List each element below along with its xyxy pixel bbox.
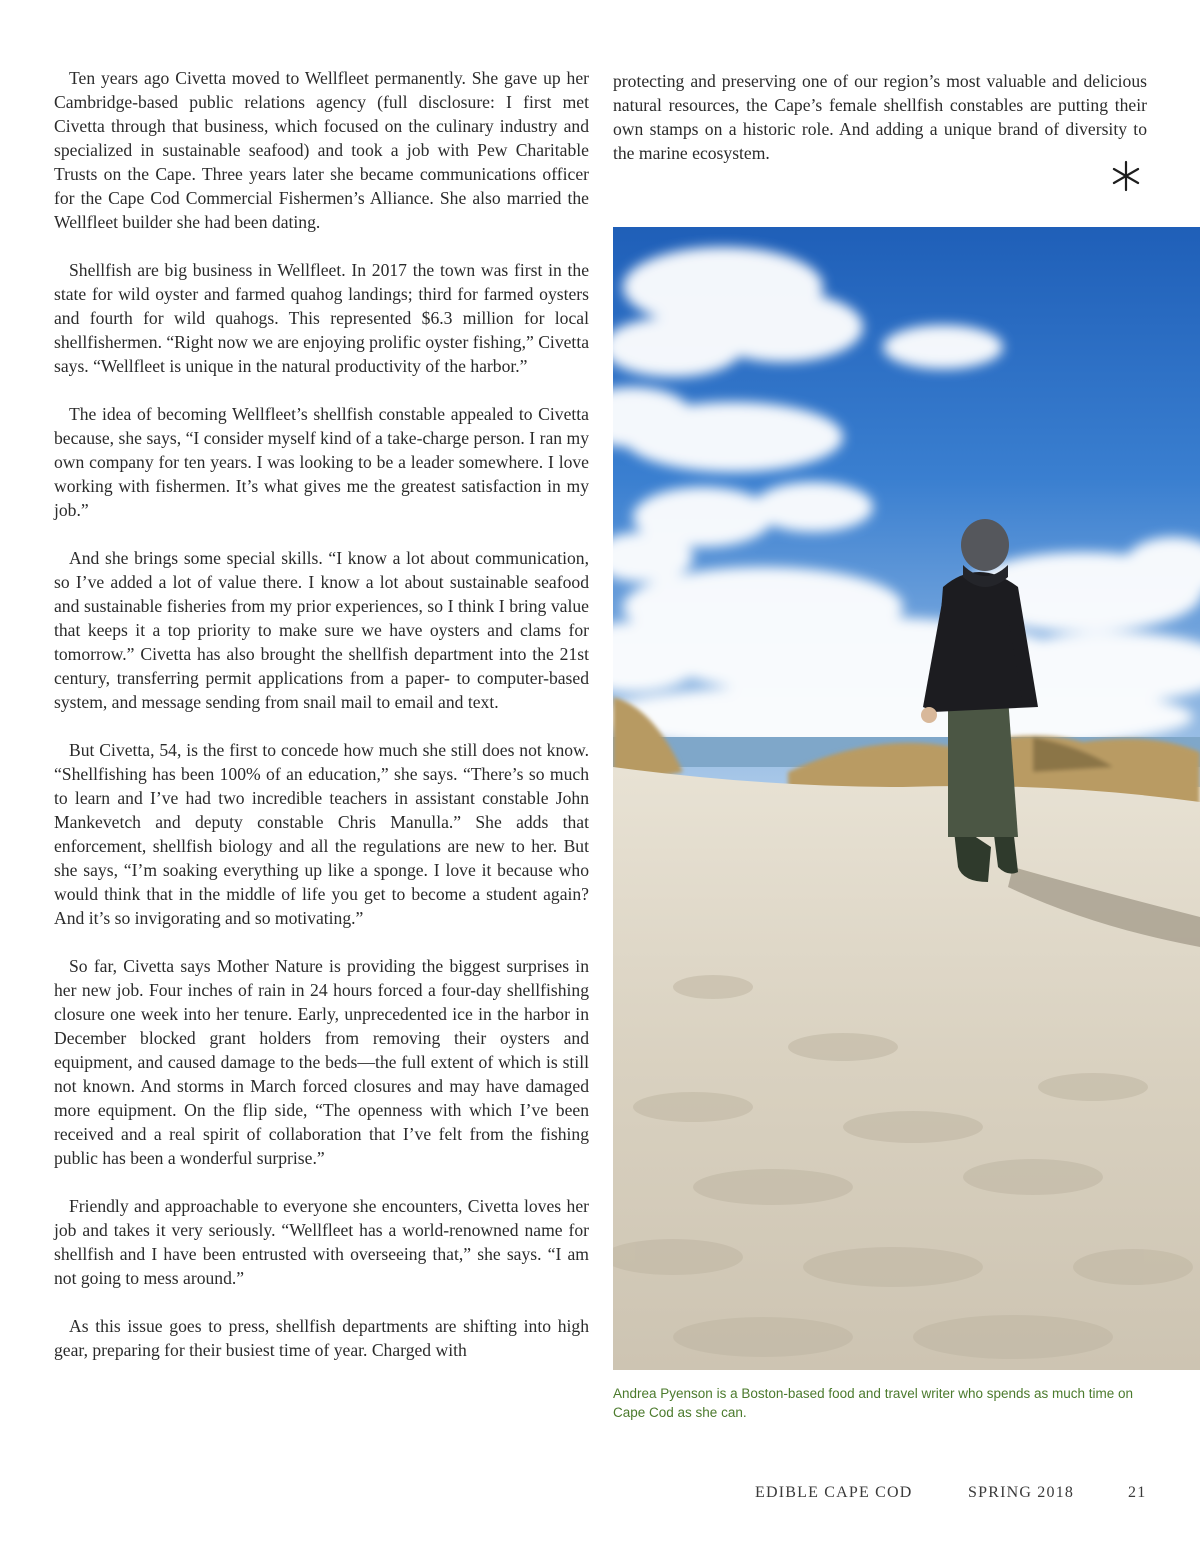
author-bio-caption: Andrea Pyenson is a Boston-based food and travel writer who spends as much time on Cape Cod as she can.	[613, 1386, 1134, 1420]
page-footer	[0, 1484, 1200, 1506]
article-paragraph: Shellfish are big business in Wellfleet. In 2017 the town was first in the state for wild oyster and farmed quahog landings; third for farmed oysters and fourth for wild quahogs. This represented $6.3 million for local shellfishermen. “Right now we are enjoying prolific oyster fishing,” Civetta says. “Wellfleet is unique in the natural productivity of the harbor.”	[54, 260, 590, 376]
article-paragraph: So far, Civetta says Mother Nature is providing the biggest surprises in her new job. Four inches of rain in 24 hours forced a four-day shellfishing closure one week into her tenure. Early, unprecedented ice in the harbor in December blocked grant holders from removing their oysters and equipment, and caused damage to the beds—the full extent of which is still not known. And storms in March forced closures and may have damaged more equipment. On the flip side, “The openness with which I’ve been received and a real spirit of collaboration that I’ve felt from the fishing public has been a wonderful surprise.”	[54, 956, 589, 1168]
article-paragraph: And she brings some special skills. “I know a lot about communication, so I’ve added a lot of value there. I know a lot about sustainable seafood and sustainable fisheries from my prior experiences, so I think I bring value that keeps it a top priority to make sure we have oysters and clams for tomorrow.” Civetta has also brought the shellfish department into the 21st century, transferring permit applications from a paper- to computer-based system, and message sending from snail mail to email and text.	[54, 548, 589, 712]
article-right-column	[613, 69, 1147, 165]
article-paragraph: The idea of becoming Wellfleet’s shellfish constable appealed to Civetta because, she says, “I consider myself kind of a take-charge person. I ran my own company for ten years. I was looking to be a leader somewhere. I love working with fishermen. It’s what gives me the greatest satisfaction in my job.”	[54, 404, 589, 520]
article-paragraph: Friendly and approachable to everyone she encounters, Civetta loves her job and takes it very seriously. “Wellfleet has a world-renowned name for shellfish and I have been entrusted with overseeing that,” she says. “I am not going to mess around.”	[54, 1196, 589, 1288]
asterisk-end-mark-icon	[1108, 158, 1144, 194]
article-paragraph: As this issue goes to press, shellfish departments are shifting into high gear, preparing for their busiest time of year. Charged with	[54, 1316, 589, 1360]
article-paragraph: But Civetta, 54, is the first to concede how much she still does not know. “Shellfishing has been 100% of an education,” she says. “There’s so much to learn and I’ve had two incredible teachers in assistant constable John Mankevetch and deputy constable Chris Manulla.” She adds that enforcement, shellfish biology and all the regulations are new to her. But she says, “I’m soaking everything up like a sponge. I love it because who would think that in the middle of life you get to become a student again? And it’s so invigorating and so motivating.”	[54, 740, 589, 928]
beach-walker-photo-illustration	[613, 227, 1200, 1370]
article-left-column	[54, 66, 589, 1386]
footer-publication: EDIBLE CAPE COD	[755, 1484, 913, 1501]
article-paragraph: Ten years ago Civetta moved to Wellfleet permanently. She gave up her Cambridge-based public relations agency (full disclosure: I first met Civetta through that business, which focused on the culinary industry and specialized in sustainable seafood) and took a job with Pew Charitable Trusts on the Cape. Three years later she became communications officer for the Cape Cod Commercial Fishermen’s Alliance. She also married the Wellfleet builder she had been dating.	[54, 68, 589, 232]
footer-issue: SPRING 2018	[968, 1484, 1075, 1501]
beach-dune-photo	[613, 227, 1200, 1370]
footer-page-number: 21	[1128, 1484, 1147, 1501]
article-paragraph-final: protecting and preserving one of our region’s most valuable and delicious natural resources, the Cape’s female shellfish constables are putting their own stamps on a historic role. And adding a unique brand of diversity to the marine ecosystem.	[613, 71, 1147, 163]
